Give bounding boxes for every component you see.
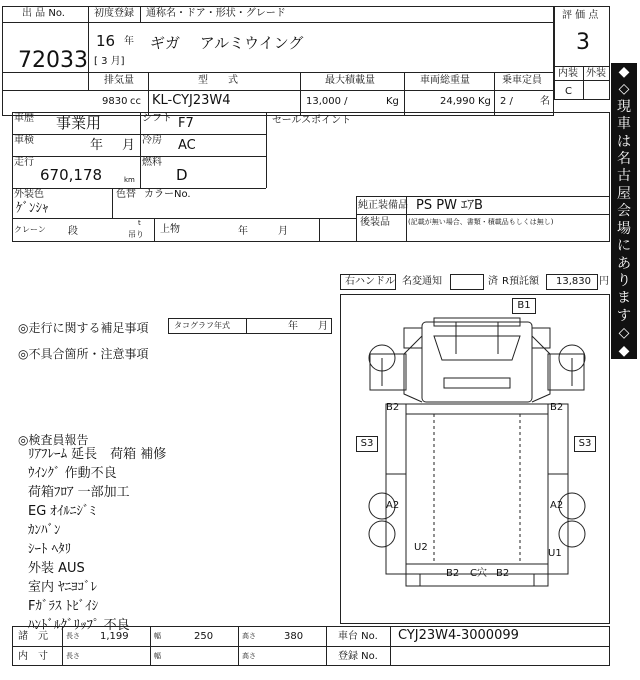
divider bbox=[12, 134, 266, 135]
divider bbox=[154, 218, 155, 242]
tacho-month: 月 bbox=[318, 321, 328, 332]
gvw-value: 24,990 bbox=[440, 96, 475, 107]
damage-tag: B2 bbox=[446, 568, 460, 579]
recycle-amount: 13,830 bbox=[556, 276, 591, 287]
crane-stage: 段 bbox=[68, 226, 78, 237]
history-value: 事業用 bbox=[56, 114, 102, 132]
aftermarket-label: 後装品 bbox=[360, 217, 390, 228]
mileage-value: 670,178 bbox=[40, 166, 103, 184]
capacity-value: 2 / bbox=[500, 96, 513, 107]
divider bbox=[140, 6, 141, 22]
name-change-label: 名変通知 bbox=[402, 276, 442, 287]
divider bbox=[583, 66, 584, 100]
color-change-label: 色替 bbox=[116, 189, 136, 200]
divider bbox=[12, 646, 610, 647]
divider bbox=[140, 112, 141, 188]
divider bbox=[148, 72, 149, 116]
chassis-number: CYJ23W4-3000099 bbox=[398, 628, 519, 643]
inspector-line: ｳｲﾝｸﾞ 作動不良 bbox=[28, 466, 117, 481]
chassis-label: 車台 No. bbox=[338, 631, 378, 642]
location-banner-char: ◆ bbox=[618, 342, 630, 359]
location-banner-char: ま bbox=[617, 290, 631, 307]
displacement-unit: cc bbox=[130, 96, 141, 107]
damage-tag: A2 bbox=[386, 500, 400, 511]
height-value: 380 bbox=[284, 631, 304, 642]
divider bbox=[356, 214, 610, 215]
damage-tag: A2 bbox=[550, 500, 564, 511]
payload-label: 最大積載量 bbox=[325, 75, 375, 86]
interior-grade: C bbox=[565, 86, 572, 97]
grade-label: 通称名・ドア・形状・グレード bbox=[146, 8, 286, 19]
divider bbox=[112, 188, 113, 218]
divider bbox=[554, 66, 610, 67]
lot-number: 72033 bbox=[18, 48, 88, 73]
divider bbox=[300, 72, 301, 116]
loading-month: 月 bbox=[278, 226, 288, 237]
reg-year: 16 bbox=[96, 32, 116, 50]
running-notes-label: ◎走行に関する補足事項 bbox=[18, 321, 149, 335]
inspector-report-label: ◎検査員報告 bbox=[18, 433, 89, 447]
location-banner-char: 車 bbox=[617, 116, 631, 133]
inspector-line: ｶﾝﾊﾞﾝ bbox=[28, 523, 61, 538]
location-banner-char: は bbox=[617, 133, 631, 150]
location-banner bbox=[611, 63, 637, 359]
score-label: 評 価 点 bbox=[562, 10, 599, 21]
crane-t: t bbox=[138, 219, 141, 227]
loading-label: 上物 bbox=[160, 224, 180, 235]
inspection-label: 車検 bbox=[14, 135, 34, 146]
damage-tag: C穴 bbox=[470, 568, 487, 579]
location-banner-char: り bbox=[617, 272, 631, 289]
payload-value: 13,000 / bbox=[306, 96, 348, 107]
damage-tag: B2 bbox=[386, 402, 400, 413]
interior-grade-label: 内装 bbox=[558, 68, 578, 79]
mileage-label: 走行 bbox=[14, 157, 34, 168]
divider bbox=[150, 626, 151, 666]
damage-tag: S3 bbox=[574, 436, 596, 452]
divider bbox=[326, 626, 327, 666]
divider bbox=[2, 90, 554, 91]
inspection-month: 月 bbox=[122, 138, 136, 153]
ac-label: 冷房 bbox=[142, 135, 162, 146]
inspection-year: 年 bbox=[90, 138, 104, 153]
divider bbox=[246, 318, 247, 334]
divider bbox=[12, 188, 266, 189]
interior-dim-label: 内 寸 bbox=[18, 651, 48, 662]
tachograph-label: タコグラフ年式 bbox=[174, 321, 230, 330]
displacement-label: 排気量 bbox=[104, 75, 134, 86]
displacement-value: 9830 bbox=[102, 96, 128, 107]
interior-width-label: 幅 bbox=[154, 652, 161, 660]
location-banner-char: ◇ bbox=[618, 325, 630, 342]
reg-year-unit: 年 bbox=[124, 36, 134, 47]
divider bbox=[2, 22, 554, 23]
inspector-line: 荷箱ﾌﾛｱ 一部加工 bbox=[28, 485, 130, 500]
location-banner-char: 屋 bbox=[617, 185, 631, 202]
reg-no-label: 登録 No. bbox=[338, 651, 378, 662]
capacity-unit: 名 bbox=[540, 96, 550, 107]
inspector-line: ﾘｱﾌﾚｰﾑ 延長 荷箱 補修 bbox=[28, 447, 167, 462]
divider bbox=[356, 196, 357, 242]
length-value: 1,199 bbox=[100, 631, 129, 642]
location-banner-char: す bbox=[617, 307, 631, 324]
divider bbox=[12, 156, 266, 157]
yen-unit: 円 bbox=[599, 276, 609, 287]
ac-value: AC bbox=[178, 138, 196, 153]
width-label: 幅 bbox=[154, 632, 161, 640]
location-banner-char: 現 bbox=[617, 98, 631, 115]
location-banner-char: 名 bbox=[617, 151, 631, 168]
inspector-line: Fｶﾞﾗｽ ﾄﾋﾞｲｼ bbox=[28, 599, 99, 614]
damage-tag: S3 bbox=[356, 436, 378, 452]
first-reg-label: 初度登録 bbox=[94, 8, 134, 19]
divider bbox=[88, 6, 89, 90]
damage-tag: U1 bbox=[548, 548, 562, 559]
divider bbox=[390, 626, 391, 666]
exterior-grade-label: 外装 bbox=[586, 68, 606, 79]
spec-label: 諸 元 bbox=[18, 631, 48, 642]
location-banner-char: 会 bbox=[617, 203, 631, 220]
location-banner-char: に bbox=[617, 238, 631, 255]
inspector-line: 室内 ﾔﾆﾖｺﾞﾚ bbox=[28, 580, 98, 595]
gvw-label: 車両総重量 bbox=[420, 75, 470, 86]
recycle-check: 済 bbox=[488, 276, 498, 287]
loading-year: 年 bbox=[238, 226, 248, 237]
reg-month: [ 3 月] bbox=[94, 56, 125, 67]
divider bbox=[494, 72, 495, 116]
equipment-value: PS PW ｴｱB bbox=[416, 198, 483, 213]
location-banner-char: あ bbox=[617, 255, 631, 272]
name-change-box bbox=[450, 274, 484, 290]
lot-label: 出 品 No. bbox=[22, 8, 65, 19]
model-code: KL-CYJ23W4 bbox=[152, 93, 231, 108]
sales-points-label: セールスポイント bbox=[272, 115, 352, 126]
length-label: 長さ bbox=[66, 632, 80, 640]
location-banner-char: ◆ bbox=[618, 64, 630, 80]
equipment-label: 純正装備品 bbox=[358, 200, 408, 211]
color-label: 外装色 bbox=[14, 189, 44, 200]
type-label: 型 式 bbox=[198, 75, 238, 86]
divider bbox=[356, 196, 610, 197]
divider bbox=[554, 80, 610, 81]
inspector-line: ﾊﾝﾄﾞﾙｸﾞﾘｯﾌﾟ 不良 bbox=[28, 618, 130, 633]
interior-length-label: 長さ bbox=[66, 652, 80, 660]
interior-height-label: 高さ bbox=[242, 652, 256, 660]
score-value: 3 bbox=[576, 30, 590, 55]
damage-tag: B2 bbox=[496, 568, 510, 579]
inspector-line: EG ｵｲﾙﾆｼﾞﾐ bbox=[28, 504, 96, 519]
right-hand-label: 右ハンドル bbox=[345, 276, 395, 287]
divider bbox=[404, 72, 405, 116]
mileage-unit: km bbox=[124, 176, 135, 184]
fuel-label: 燃料 bbox=[142, 157, 162, 168]
divider bbox=[238, 626, 239, 666]
location-banner-char: 古 bbox=[617, 168, 631, 185]
gvw-unit: Kg bbox=[478, 96, 491, 107]
damage-tag: B2 bbox=[550, 402, 564, 413]
payload-unit: Kg bbox=[386, 96, 399, 107]
crane-lift: 吊り bbox=[128, 230, 144, 239]
divider bbox=[62, 626, 63, 666]
fuel-value: D bbox=[176, 166, 188, 184]
defect-notes-label: ◎不具合箇所・注意事項 bbox=[18, 347, 149, 361]
aftermarket-note: (記載が無い場合、書類・積載品もしくは無し) bbox=[408, 218, 554, 226]
recycle-label: R預託額 bbox=[502, 276, 539, 287]
damage-tag: U2 bbox=[414, 542, 428, 553]
tacho-year: 年 bbox=[288, 321, 298, 332]
damage-tag: B1 bbox=[512, 298, 536, 314]
color-no-label: カラーNo. bbox=[144, 189, 191, 200]
model-name: ギガ アルミウイング bbox=[150, 34, 304, 52]
divider bbox=[266, 112, 267, 188]
width-value: 250 bbox=[194, 631, 214, 642]
crane-label: クレーン bbox=[14, 225, 46, 234]
color-value: ｹﾞﾝｼｬ bbox=[16, 201, 49, 216]
inspector-line: ｼｰﾄ ﾍﾀﾘ bbox=[28, 542, 72, 557]
height-label: 高さ bbox=[242, 632, 256, 640]
shift-label: シフト bbox=[142, 113, 172, 124]
history-label: 車歴 bbox=[14, 113, 34, 124]
capacity-label: 乗車定員 bbox=[502, 75, 542, 86]
location-banner-char: 場 bbox=[617, 220, 631, 237]
shift-value: F7 bbox=[178, 116, 194, 131]
inspector-line: 外装 AUS bbox=[28, 561, 85, 576]
location-banner-char: ◇ bbox=[618, 81, 630, 98]
